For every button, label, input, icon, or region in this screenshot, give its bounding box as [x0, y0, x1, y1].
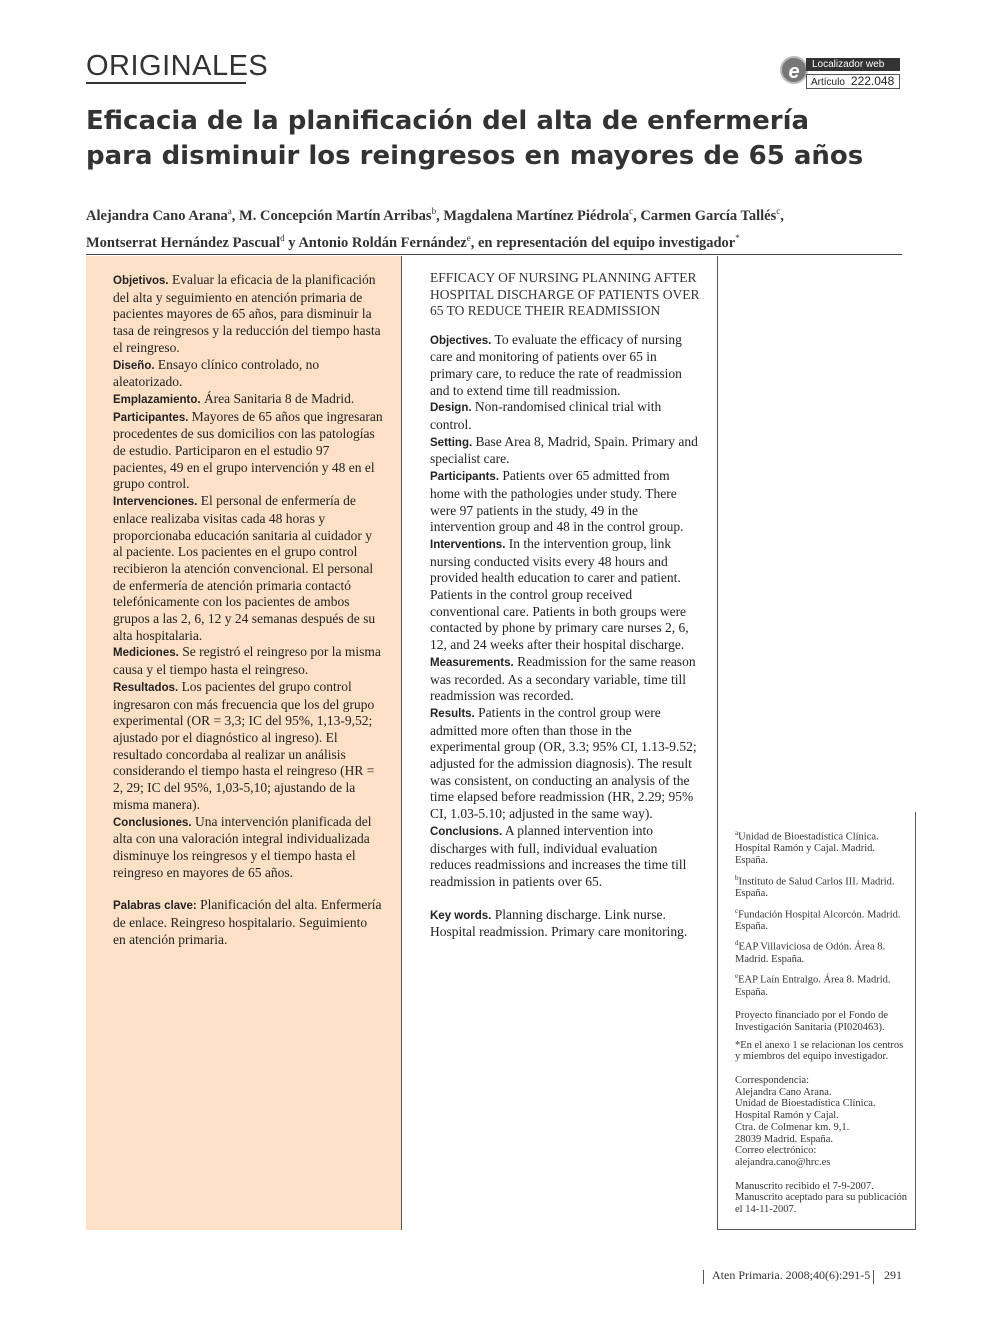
- author-sup: b: [431, 206, 437, 216]
- abstract-intervenciones: [113, 493, 383, 644]
- abstract-participantes: [113, 409, 383, 494]
- english-title: EFFICACY OF NURSING PLANNING AFTER HOSPITAL DISCHARGE OF PATIENTS OVER 65 TO REDUCE THEIR READMISSION: [430, 270, 700, 318]
- affiliation-text: EAP Villaviciosa de Odón. Área 8. Madrid. España.: [735, 941, 886, 965]
- affiliations: [735, 828, 910, 1216]
- author: Magdalena Martínez Piédrola: [443, 207, 630, 224]
- text-conclusiones: Una intervención planificada del alta con una valoración integral individualizada disminuye los reingresos y el tiempo hasta el reingreso en mayores de 65 años.: [113, 813, 372, 880]
- label-mediciones: Mediciones.: [113, 647, 179, 660]
- author-sup: c: [629, 206, 634, 216]
- label-emplazamiento: Emplazamiento.: [113, 393, 201, 406]
- abstract-diseno: [113, 357, 383, 391]
- affiliation-sup: e: [735, 972, 739, 981]
- text-interventions: In the intervention group, link nursing conducted visits every 48 hours and provided health education to carer and patient. Patients in the control group received conventional care. Patients in both groups were contacted by phone by primary care nurses 2, 6, 12, and 24 weeks after their hospital discharge.: [430, 535, 689, 653]
- affiliation-sup: b: [735, 873, 739, 882]
- web-locator[interactable]: [780, 56, 902, 90]
- label-interventions: Interventions.: [430, 538, 506, 551]
- footer-separator: [703, 1270, 704, 1284]
- author: M. Concepción Martín Arribas: [239, 207, 432, 224]
- affiliation-text: Instituto de Salud Carlos III. Madrid. España.: [735, 876, 895, 899]
- affiliation-sup: d: [735, 939, 739, 948]
- text-participants: Patients over 65 admitted from home with the pathologies under study. There were 97 patients in the study, 49 in the intervention group and 48 in the control group.: [430, 468, 684, 535]
- text-objectives: To evaluate the efficacy of nursing care and monitoring of patients over 65 in primary care, to reduce the rate of readmission and to extend time till readmission.: [430, 331, 682, 398]
- label-design: Design.: [430, 402, 472, 415]
- label-resultados: Resultados.: [113, 681, 179, 694]
- text-intervenciones: El personal de enfermería de enlace realizaba visitas cada 48 horas y proporcionaba educación sanitaria al cuidador y al paciente. Los pacientes en el grupo control recibieron la atención convencional. El personal de enfermería de atención primaria contactó telefónicamente con los pacientes de ambos grupos a las 2, 6, 12 y 24 semanas después de su alta hospitalaria.: [113, 493, 376, 643]
- author-sup: *: [735, 232, 740, 243]
- affiliation-sup: c: [735, 906, 739, 915]
- text-participantes: Mayores de 65 años que ingresaran procedentes de sus domicilios con las patologías de estudio. Participaron en el estudio 97 pacientes, 49 en el grupo intervención y 48 en el grupo control.: [113, 408, 383, 492]
- label-objetivos: Objetivos.: [113, 275, 169, 287]
- author: Montserrat Hernández Pascual: [86, 234, 281, 251]
- label-palabras-clave: Palabras clave:: [113, 900, 197, 913]
- correspondence-name: Alejandra Cano Arana.: [735, 1086, 832, 1098]
- abstract-english: [430, 270, 700, 941]
- annex-note: *En el anexo 1 se relacionan los centros y miembros del equipo investigador.: [735, 1039, 904, 1063]
- label-conclusions: Conclusions.: [430, 825, 503, 838]
- affiliation-b: [735, 873, 910, 900]
- correspondence-label: Correspondencia:: [735, 1075, 810, 1087]
- label-diseno: Diseño.: [113, 359, 155, 372]
- text-diseno: Ensayo clínico controlado, no aleatorizado.: [113, 356, 320, 390]
- spacer: [113, 881, 383, 897]
- text-resultados: Los pacientes del grupo control ingresaron con más frecuencia que los del grupo experimental (OR = 3,3; IC del 95%, 1,13-9,52; ajustado por el diagnóstico al ingreso). El resultado concordaba al realizar un análisis considerando el tiempo hasta el reingreso (HR = 2, 29; IC del 95%, 1,03-5,10; ajustando de la misma manera).: [113, 678, 375, 812]
- abstract-interventions: [430, 536, 700, 654]
- accepted-date: Manuscrito aceptado para su publicación el 14-11-2007.: [735, 1192, 908, 1216]
- label-keywords: Key words.: [430, 909, 492, 922]
- abstract-objetivos: [113, 272, 383, 357]
- text-objetivos: Evaluar la eficacia de la planificación del alta y seguimiento en atención primaria de pacientes mayores de 65 años, para disminuir la tasa de reingresos y la reducción del tiempo hasta el reingreso.: [113, 272, 381, 355]
- text-keywords: Planning discharge. Link nurse. Hospital readmission. Primary care monitoring.: [430, 906, 688, 940]
- text-setting: Base Area 8, Madrid, Spain. Primary and specialist care.: [430, 433, 698, 467]
- affiliation-c: [735, 906, 910, 933]
- label-objectives: Objectives.: [430, 334, 492, 347]
- funding-note: Proyecto financiado por el Fondo de Investigación Sanitaria (PI020463).: [735, 1010, 889, 1033]
- text-results: Patients in the control group were admitted more often than those in the experimental group (OR, 3.3; 95% CI, 1.13-9.52; adjusted for the admission diagnosis). The result was consistent, on conducting an analysis of the time elapsed before readmission (HR, 2.29; 95% CI, 1.03-5.10; adjusted in the same way).: [430, 704, 697, 822]
- text-mediciones: Se registró el reingreso por la misma causa y el tiempo hasta el reingreso.: [113, 644, 381, 678]
- title-line-1: Eficacia de la planificación del alta de enfermería: [86, 106, 810, 136]
- abstract-setting: [430, 434, 700, 468]
- page-number: 291: [884, 1268, 902, 1282]
- abstract-conclusiones: [113, 814, 383, 882]
- author: Alejandra Cano Arana: [86, 207, 228, 224]
- affiliation-text: Fundación Hospital Alcorcón. Madrid. España.: [735, 909, 901, 932]
- text-design: Non-randomised clinical trial with control.: [430, 399, 662, 433]
- abstract-conclusions: [430, 823, 700, 891]
- author-sup: a: [227, 206, 232, 216]
- abstract-participants: [430, 468, 700, 536]
- label-results: Results.: [430, 707, 475, 720]
- article-number: 222.048: [850, 74, 895, 88]
- affiliation-sup: a: [735, 829, 739, 837]
- abstract-emplazamiento: [113, 391, 383, 409]
- abstract-results: [430, 705, 700, 823]
- section-label: ORIGINALES: [86, 50, 269, 82]
- abstract-spanish: [86, 256, 402, 1230]
- locator-label: Localizador web: [806, 58, 900, 71]
- section-underline: [86, 82, 246, 84]
- label-conclusiones: Conclusiones.: [113, 816, 192, 829]
- author-sup: c: [776, 206, 781, 216]
- e-logo-icon: e: [780, 56, 808, 84]
- author-sup: e: [466, 232, 471, 243]
- abstract-measurements: [430, 654, 700, 705]
- footer-citation: Aten Primaria. 2008;40(6):291-5: [712, 1268, 871, 1282]
- correspondence-email-label: Correo electrónico:: [735, 1145, 817, 1157]
- text-palabras-clave: Planificación del alta. Enfermería de enlace. Reingreso hospitalario. Seguimiento en atención primaria.: [113, 897, 382, 947]
- article-label: Artículo: [811, 77, 845, 88]
- correspondence-city: 28039 Madrid. España.: [735, 1133, 833, 1145]
- abstract-keywords: [430, 907, 700, 941]
- header-rule: [86, 254, 902, 255]
- label-participantes: Participantes.: [113, 411, 189, 424]
- correspondence-address: Ctra. de Colmenar km. 9,1.: [735, 1121, 850, 1133]
- author-suffix: , en representación del equipo investigador: [470, 234, 736, 251]
- author: Antonio Roldán Fernández: [298, 234, 467, 251]
- affiliation-text: EAP Laín Entralgo. Área 8. Madrid. España.: [735, 974, 891, 998]
- received-date: Manuscrito recibido el 7-9-2007.: [735, 1180, 874, 1192]
- text-emplazamiento: Área Sanitaria 8 de Madrid.: [203, 390, 355, 406]
- label-setting: Setting.: [430, 436, 473, 449]
- text-conclusions: A planned intervention into discharges with full, individual evaluation reduces readmissions and increases the time till readmission in patients over 65.: [430, 822, 687, 889]
- affiliation-e: [735, 971, 910, 998]
- author-sup: d: [280, 232, 285, 243]
- footer-separator: [873, 1270, 874, 1284]
- affiliation-a: [735, 828, 910, 867]
- affiliation-d: [735, 938, 910, 965]
- correspondence-unit: Unidad de Bioestadística Clínica.: [735, 1098, 876, 1110]
- correspondence-email[interactable]: alejandra.cano@hrc.es: [735, 1156, 831, 1168]
- label-participants: Participants.: [430, 471, 500, 484]
- label-intervenciones: Intervenciones.: [113, 496, 198, 509]
- abstract-resultados: [113, 679, 383, 814]
- author-list: Alejandra Cano Arana$^a$, M. Concepción Martín Arribas$^b$, Magdalena Martínez Piédrola$^c$, Carmen García Tallés$^c$, Montserrat Hernández Pascual$^d$ y Antonio Roldán Fernández$^e$, en representación del equipo investigador*: [86, 206, 784, 251]
- correspondence-hospital: Hospital Ramón y Cajal.: [735, 1110, 839, 1122]
- abstract-objectives: [430, 332, 700, 400]
- title-line-2: para disminuir los reingresos en mayores de 65 años: [86, 141, 864, 171]
- abstract-design: [430, 399, 700, 433]
- abstract-mediciones: [113, 644, 383, 678]
- spacer: [430, 891, 700, 907]
- abstract-palabras-clave: [113, 897, 383, 948]
- article-locator: [806, 74, 900, 89]
- affiliation-text: Unidad de Bioestadística Clínica. Hospital Ramón y Cajal. Madrid. España.: [735, 831, 879, 866]
- author: Carmen García Tallés: [640, 207, 777, 224]
- article-title: [86, 104, 906, 174]
- label-measurements: Measurements.: [430, 656, 514, 669]
- text-measurements: Readmission for the same reason was recorded. As a secondary variable, time till readmission was recorded.: [430, 653, 696, 704]
